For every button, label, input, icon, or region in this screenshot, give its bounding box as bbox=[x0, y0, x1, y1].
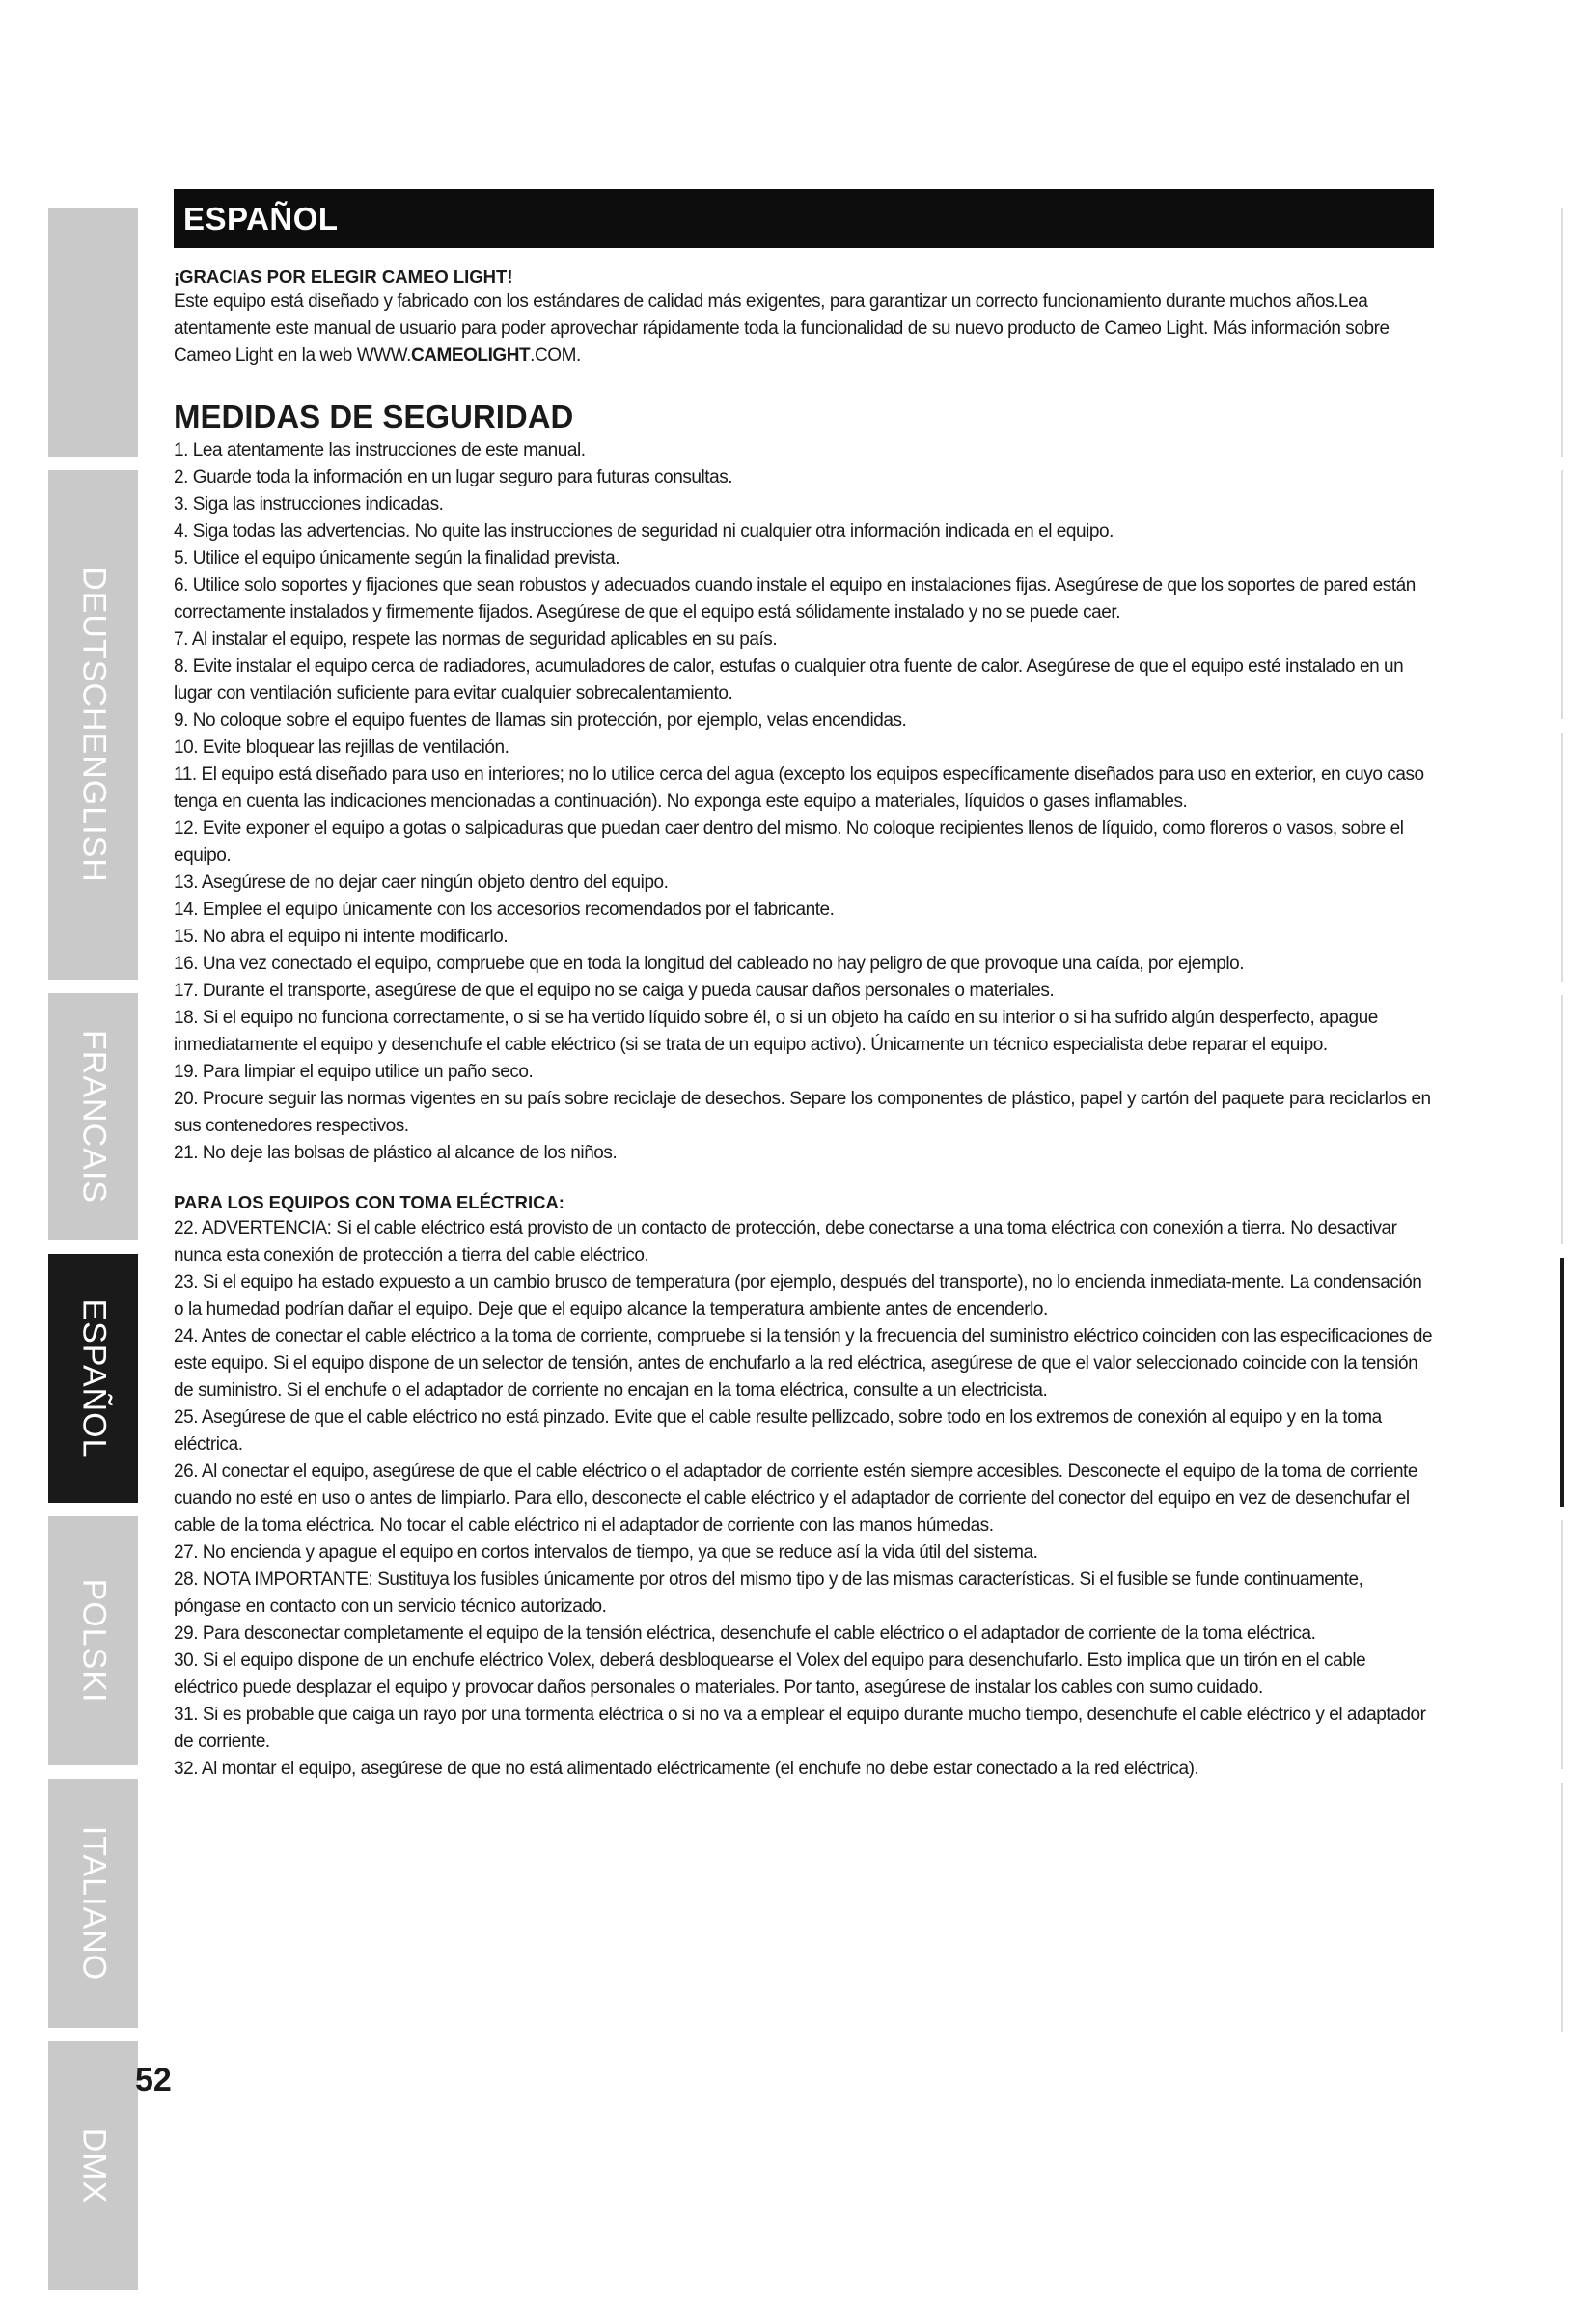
safety-item: 5. Utilice el equipo únicamente según la finalidad prevista. bbox=[174, 548, 620, 569]
electrical-item: 22. ADVERTENCIA: Si el cable eléctrico está provisto de un contacto de protección, debe conectarse a una toma eléctrica con conexión a tierra. No desactivar nunca esta conexión de protección a tierra del cable eléctrico. bbox=[174, 1218, 1397, 1265]
tab-label-espanol: ESPAÑOL bbox=[75, 1298, 112, 1458]
safety-item: 9. No coloque sobre el equipo fuentes de llamas sin protección, por ejemplo, velas encendidas. bbox=[174, 710, 907, 731]
intro-text-end: .COM. bbox=[530, 346, 581, 366]
section-header-title: ESPAÑOL bbox=[183, 200, 339, 236]
safety-item: 4. Siga todas las advertencias. No quite las instrucciones de seguridad ni cualquier otra información indicada en el equipo. bbox=[174, 521, 1114, 541]
safety-item: 6. Utilice solo soportes y fijaciones que sean robustos y adecuados cuando instale el equipo en instalaciones fijas. Asegúrese de que los soportes de pared están correctamente instalados y firmemente fijados. Asegúrese de que el equipo está sólidamente instalado y no se puede caer. bbox=[174, 575, 1416, 623]
safety-item: 1. Lea atentamente las instrucciones de este manual. bbox=[174, 440, 586, 460]
tab-label-polski: POLSKI bbox=[75, 1578, 112, 1704]
page-number: 52 bbox=[135, 2062, 172, 2098]
language-tab-deutsch-english[interactable] bbox=[48, 470, 138, 980]
section-header bbox=[174, 189, 1434, 248]
intro-paragraph bbox=[174, 289, 1434, 370]
electrical-list bbox=[174, 1215, 1434, 1783]
intro-brand-bold: CAMEOLIGHT bbox=[410, 346, 531, 366]
safety-heading: MEDIDAS DE SEGURIDAD bbox=[174, 399, 574, 434]
electrical-item: 27. No encienda y apague el equipo en cortos intervalos de tiempo, ya que se reduce así la vida útil del sistema. bbox=[174, 1542, 1038, 1563]
safety-item: 12. Evite exponer el equipo a gotas o salpicaduras que puedan caer dentro del mismo. No coloque recipientes llenos de líquido, como floreros o vasos, sobre el equipo. bbox=[174, 819, 1404, 866]
rule-segment bbox=[1561, 733, 1563, 982]
safety-item: 14. Emplee el equipo únicamente con los accesorios recomendados por el fabricante. bbox=[174, 900, 835, 920]
rule-segment-active bbox=[1560, 1258, 1564, 1507]
intro-text: Este equipo está diseñado y fabricado con los estándares de calidad más exigentes, para garantizar un correcto funcionamiento durante muchos años.Lea atentamente este manual de usuario para poder aprovechar rápidamente toda la funcionalidad de su nuevo producto de Cameo Light. Más información sobre Cameo Light en la web WWW. bbox=[174, 291, 1390, 366]
safety-item: 13. Asegúrese de no dejar caer ningún objeto dentro del equipo. bbox=[174, 873, 669, 893]
safety-item: 21. No deje las bolsas de plástico al alcance de los niños. bbox=[174, 1143, 618, 1163]
language-tab-italiano[interactable] bbox=[48, 1779, 138, 2028]
safety-item: 19. Para limpiar el equipo utilice un paño seco. bbox=[174, 1062, 534, 1082]
electrical-item: 32. Al montar el equipo, asegúrese de que no está alimentado eléctricamente (el enchufe no debe estar conectado a la red eléctrica). bbox=[174, 1759, 1199, 1779]
safety-item: 8. Evite instalar el equipo cerca de radiadores, acumuladores de calor, estufas o cualquier otra fuente de calor. Asegúrese de que el equipo esté instalado en un lugar con ventilación suficiente para evitar cualquier sobrecalentamiento. bbox=[174, 656, 1404, 704]
safety-item: 17. Durante el transporte, asegúrese de que el equipo no se caiga y pueda causar daños personales o materiales. bbox=[174, 981, 1055, 1001]
safety-item: 15. No abra el equipo ni intente modificarlo. bbox=[174, 927, 509, 947]
electrical-item: 24. Antes de conectar el cable eléctrico a la toma de corriente, compruebe si la tensión y la frecuencia del suministro eléctrico coinciden con las especificaciones de este equipo. Si el equipo dispone de un selector de tensión, antes de enchufarlo a la red eléctrica, asegúrese de que el valor seleccionado coincide con la tensión de suministro. Si el enchufe o el adaptador de corriente no encajan en la toma eléctrica, consulte a un electricista. bbox=[174, 1326, 1433, 1401]
safety-item: 7. Al instalar el equipo, respete las normas de seguridad aplicables en su país. bbox=[174, 629, 778, 650]
language-tab-francais[interactable] bbox=[48, 993, 138, 1240]
rule-segment bbox=[1561, 1783, 1563, 2032]
safety-item: 16. Una vez conectado el equipo, compruebe que en toda la longitud del cableado no hay peligro de que provoque una caída, por ejemplo. bbox=[174, 954, 1245, 974]
tab-label-italiano: ITALIANO bbox=[75, 1825, 112, 1982]
language-sidebar bbox=[48, 208, 138, 2304]
rule-segment bbox=[1561, 1520, 1563, 1769]
page-content bbox=[174, 189, 1434, 1783]
safety-item: 10. Evite bloquear las rejillas de ventilación. bbox=[174, 737, 509, 758]
tab-label-deutsch-english: DEUTSCHENGLISH bbox=[75, 567, 112, 883]
tab-label-francais: FRANCAIS bbox=[75, 1030, 112, 1204]
safety-item: 11. El equipo está diseñado para uso en interiores; no lo utilice cerca del agua (excepto los equipos específicamente diseñados para uso en exterior, en cuyo caso tenga en cuenta las indicaciones mencionadas a continuación). No exponga este equipo a materiales, líquidos o gases inflamables. bbox=[174, 764, 1424, 812]
language-tab-blank bbox=[48, 208, 138, 457]
electrical-heading: PARA LOS EQUIPOS CON TOMA ELÉCTRICA: bbox=[174, 1192, 564, 1212]
language-tab-dmx[interactable] bbox=[48, 2041, 138, 2290]
electrical-item: 30. Si el equipo dispone de un enchufe eléctrico Volex, deberá desbloquearse el Volex del equipo para desenchufarlo. Esto implica que un tirón en el cable eléctrico puede desplazar el equipo y provocar daños personales o materiales. Por tanto, asegúrese de instalar los cables con sumo cuidado. bbox=[174, 1651, 1366, 1698]
intro-title: ¡GRACIAS POR ELEGIR CAMEO LIGHT! bbox=[174, 266, 513, 287]
safety-item: 2. Guarde toda la información en un lugar seguro para futuras consultas. bbox=[174, 467, 733, 487]
safety-item: 20. Procure seguir las normas vigentes en su país sobre reciclaje de desechos. Separe los componentes de plástico, papel y cartón del paquete para reciclarlos en sus contenedores respectivos. bbox=[174, 1089, 1431, 1136]
rule-segment bbox=[1561, 995, 1563, 1244]
language-tab-espanol[interactable] bbox=[48, 1254, 138, 1503]
electrical-item: 23. Si el equipo ha estado expuesto a un cambio brusco de temperatura (por ejemplo, después del transporte), no lo encienda inmediata-mente. La condensación o la humedad podrían dañar el equipo. Deje que el equipo alcance la temperatura ambiente antes de encenderlo. bbox=[174, 1272, 1422, 1319]
electrical-item: 25. Asegúrese de que el cable eléctrico no está pinzado. Evite que el cable resulte pellizcado, sobre todo en los extremos de conexión al equipo y en la toma eléctrica. bbox=[174, 1407, 1382, 1455]
safety-item: 3. Siga las instrucciones indicadas. bbox=[174, 494, 444, 514]
right-margin-rule bbox=[1560, 208, 1564, 2046]
tab-label-dmx: DMX bbox=[75, 2127, 112, 2205]
electrical-item: 31. Si es probable que caiga un rayo por una tormenta eléctrica o si no va a emplear el equipo durante mucho tiempo, desenchufe el cable eléctrico y el adaptador de corriente. bbox=[174, 1705, 1426, 1752]
language-tab-polski[interactable] bbox=[48, 1516, 138, 1765]
rule-segment bbox=[1561, 208, 1563, 457]
electrical-item: 26. Al conectar el equipo, asegúrese de que el cable eléctrico o el adaptador de corriente estén siempre accesibles. Desconecte el equipo de la toma de corriente cuando no esté en uso o antes de limpiarlo. Para ello, desconecte el cable eléctrico y el adaptador de corriente del conector del equipo en vez de desenchufar el cable de la toma eléctrica. No tocar el cable eléctrico ni el adaptador de corriente con las manos húmedas. bbox=[174, 1461, 1418, 1536]
electrical-item: 29. Para desconectar completamente el equipo de la tensión eléctrica, desenchufe el cable eléctrico o el adaptador de corriente de la toma eléctrica. bbox=[174, 1624, 1316, 1644]
safety-list bbox=[174, 437, 1434, 1167]
rule-segment bbox=[1561, 470, 1563, 719]
electrical-item: 28. NOTA IMPORTANTE: Sustituya los fusibles únicamente por otros del mismo tipo y de las mismas características. Si el fusible se funde continuamente, póngase en contacto con un servicio técnico autorizado. bbox=[174, 1569, 1363, 1617]
safety-item: 18. Si el equipo no funciona correctamente, o si se ha vertido líquido sobre él, o si un objeto ha caído en su interior o si ha sufrido algún desperfecto, apague inmediatamente el equipo y desenchufe el cable eléctrico (si se trata de un equipo activo). Únicamente un técnico especialista debe reparar el equipo. bbox=[174, 1008, 1378, 1055]
